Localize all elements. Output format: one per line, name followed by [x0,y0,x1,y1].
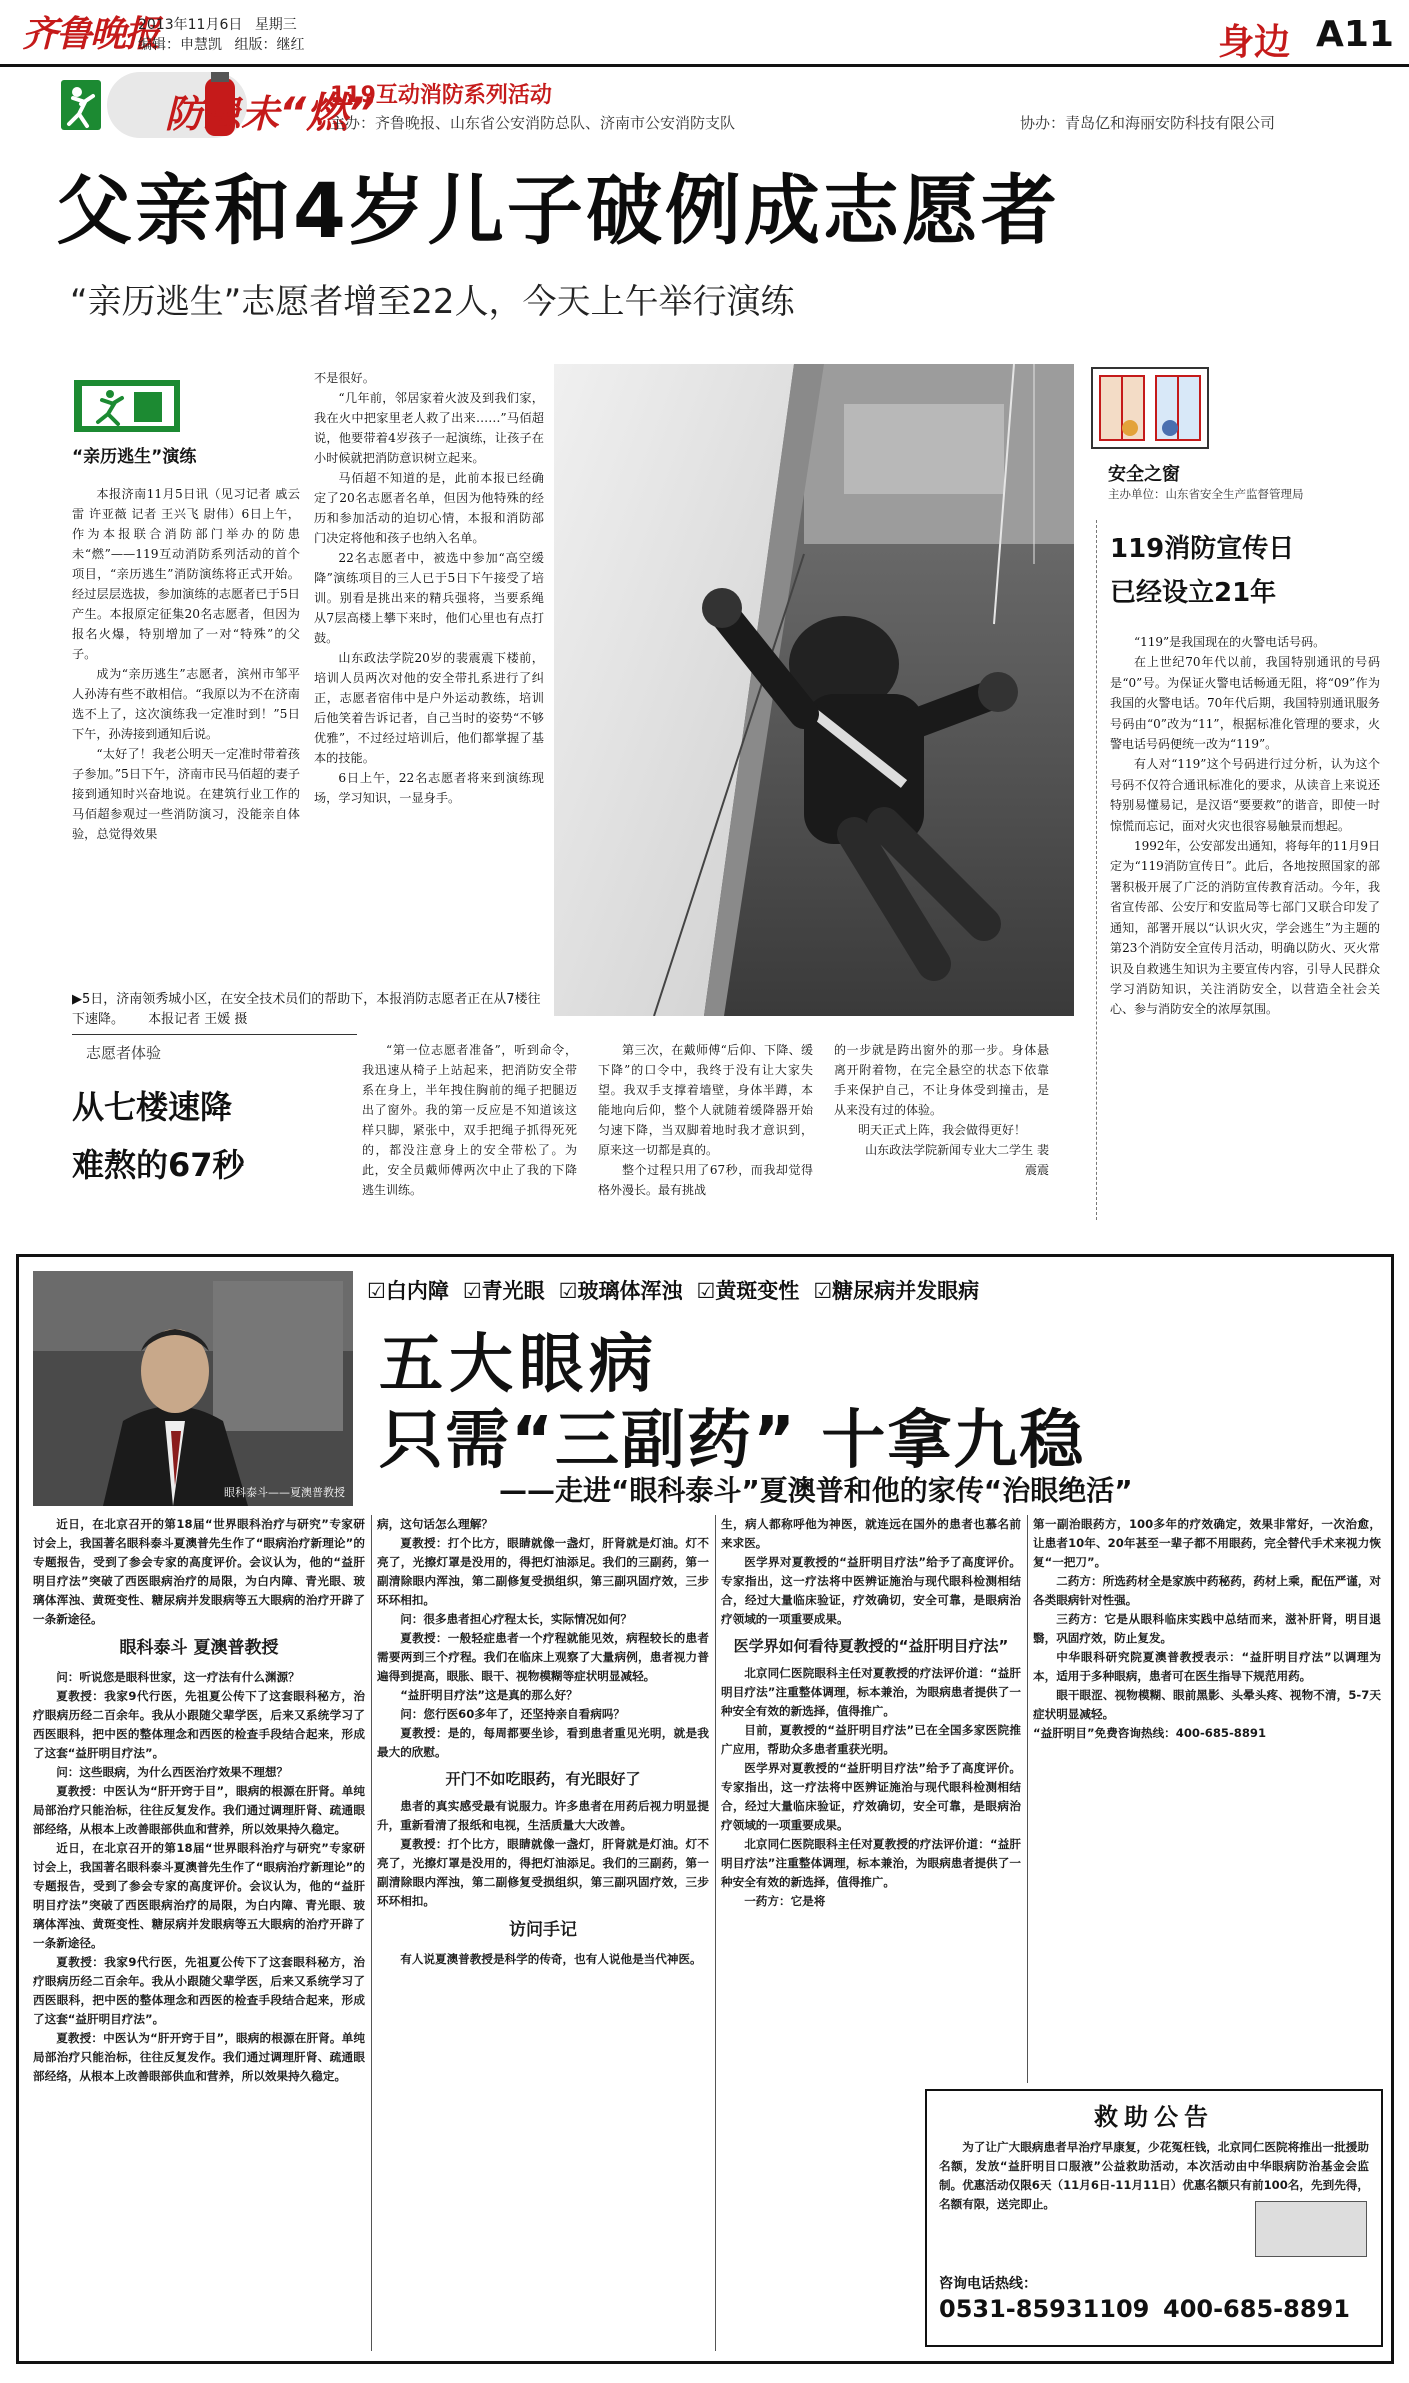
drill-label: “亲历逃生”演练 [72,447,197,467]
experience-label: 志愿者体验 [86,1044,162,1062]
window-title-2: 已经设立21年 [1110,578,1277,608]
drill-paragraph: 马佰超不知道的是，此前本报已经确定了20名志愿者名单，但因为他特殊的经历和参加活动的迫切心情，本报和消防部门决定将他和孩子也纳入名单。 [314,471,544,545]
condition-item: ☑黄斑变性 [696,1279,800,1303]
weekday-text: 星期三 [254,17,297,33]
window-paragraph: 有人对“119”这个号码进行过分析，认为这个号码不仅符合通讯标准化的要求，从读音上来说还特别易懂易记，是汉语“要要救”的谐音，即使一时惊慌而忘记，面对火灾也很容易触景而想起。 [1110,757,1380,833]
section-heading: 开门不如吃眼药，有光眼好了 [445,1770,641,1788]
drill-label-box [72,378,202,467]
banner-co-organizer: 协办：青岛亿和海丽安防科技有限公司 [1020,114,1276,132]
ad-divider-3 [1027,1515,1028,2083]
condition-item: ☑糖尿病并发眼病 [813,1279,980,1303]
condition-item: ☑青光眼 [462,1279,545,1303]
drill-column-1 [72,484,300,982]
banner [55,70,1385,140]
ad-paragraph: 第一副治眼药方，100多年的疗效确定，效果非常好，一次治愈，让患者10年、20年甚至一辈子都不用眼药，完全替代手术来视力恢复“一把刀”。 [1033,1517,1381,1569]
layout-text: 组版：继红 [234,37,305,53]
product-box-icon [1255,2201,1367,2257]
window-sponsor: 主办单位：山东省安全生产监督管理局 [1108,487,1304,501]
banner-title-mark: “燃” [279,88,376,137]
drill-column-2 [314,368,544,982]
ad-paragraph: “益肝明目”免费咨询热线：400-685-8891 [1033,1726,1267,1740]
ad-paragraph: 问：听说您是眼科世家，这一疗法有什么渊源？ [56,1670,300,1684]
newspaper-logo: 齐鲁晚报 [22,13,159,55]
banner-title-pre: 防患未 [165,92,280,136]
safety-window-box [1090,366,1390,506]
condition-item: ☑玻璃体浑浊 [558,1279,683,1303]
drill-caption [72,990,542,1030]
date-text: 2013年11月6日 [138,17,243,33]
window-body [1110,632,1380,1206]
ad-paragraph: 三药方：它是从眼科临床实践中总结而来，滋补肝肾，明目退翳，巩固疗效，防止复发。 [1033,1612,1381,1645]
experience-column-2 [598,1040,813,1226]
ad-column-2 [377,1515,709,2351]
ad-paragraph: 夏教授：我家9代行医，先祖夏公传下了这套眼科秘方，治疗眼病历经二百余年。我从小跟随父辈学医，后来又系统学习了西医眼科，把中医的整体理念和西医的检查手段结合起来，形成了这套“益肝明目疗法”。 [33,1689,365,1760]
editor-text: 编辑：申慧凯 [138,37,222,53]
ad-paragraph: 中华眼科研究院夏澳普教授表示：“益肝明目疗法”以调理为本，适用于多种眼病，患者可在医生指导下规范用药。 [1033,1650,1381,1683]
window-icon [1090,366,1210,450]
phone-number-2: 400-685-8891 [1163,2295,1350,2323]
window-label: 安全之窗 [1108,464,1180,485]
running-exit-icon [72,378,182,434]
experience-rule [72,1034,357,1035]
drill-paragraph: “几年前，邻居家着火波及到我们家，我在火中把家里老人救了出来……”马佰超说，他要带着4岁孩子一起演练，让孩子在小时候就把消防意识树立起来。 [314,391,544,465]
rappelling-photo [554,364,1074,1016]
drill-paragraph: 山东政法学院20岁的裴震震下楼前，培训人员两次对他的安全带扎系进行了纠正，志愿者宿伟中是户外运动教练，培训后他笑着告诉记者，自己当时的姿势“不够优雅”，不过经过培训后，他们都掌握了基本的技能。 [314,651,544,765]
page-number: A11 [1316,14,1394,55]
ad-column-1 [33,1515,365,2351]
ad-paragraph: 夏教授：打个比方，眼睛就像一盏灯，肝肾就是灯油。灯不亮了，光擦灯罩是没用的，得把灯油添足。我们的三副药，第一副清除眼内浑浊，第二副修复受损组织，第三副巩固疗效，三步环环相扣。 [377,1536,709,1607]
experience-column-1 [362,1040,577,1226]
ad-paragraph: 有人说夏澳普教授是科学的传奇，也有人说他是当代神医。 [400,1952,702,1966]
masthead [0,0,1409,62]
notice-body: 为了让广大眼病患者早治疗早康复，少花冤枉钱，北京同仁医院将推出一批援助名额，发放“益肝明目口服液”公益救助活动，本次活动由中华眼病防治基金会监制。优惠活动仅限6天（11月6日-11月11日）优惠名额只有前100名，先到先得，名额有限，送完即止。 [939,2140,1369,2211]
main-headline: 父亲和4岁儿子破例成志愿者 [56,166,1060,255]
experience-paragraph: 整个过程只用了67秒，而我却觉得格外漫长。最有挑战 [598,1163,813,1197]
ad-paragraph: 夏教授：中医认为“肝开窍于目”，眼病的根源在肝肾。单纯局部治疗只能治标，往往反复发作。我们通过调理肝肾、疏通眼部经络，从根本上改善眼部供血和营养，所以效果持久稳定。 [33,1784,365,1836]
window-paragraph: “119”是我国现在的火警电话号码。 [1134,635,1326,649]
ad-paragraph: 夏教授：一般轻症患者一个疗程就能见效，病程较长的患者需要两到三个疗程。我们在临床上观察了大量病例，患者视力普遍得到提高，眼胀、眼干、视物模糊等症状明显减轻。 [377,1631,709,1683]
phone-number-1: 0531-85931109 [939,2295,1150,2323]
ad-paragraph: “益肝明目疗法”这是真的那么好？ [400,1688,578,1702]
experience-paragraph: 第三次，在戴师傅“后仰、下降、缓下降”的口令中，我终于没有让大家失望。我双手支撑着墙壁，身体半蹲，本能地向后仰，整个人就随着缓降器开始匀速下降，当双脚着地时我才意识到，原来这一切都是真的。 [598,1043,813,1157]
section-heading: 眼科泰斗 夏澳普教授 [119,1638,279,1658]
ad-column-4 [1033,1515,1381,2083]
condition-checklist [367,1275,979,1305]
ad-paragraph: 夏教授：我家9代行医，先祖夏公传下了这套眼科秘方，治疗眼病历经二百余年。我从小跟随父辈学医，后来又系统学习了西医眼科，把中医的整体理念和西医的检查手段结合起来，形成了这套“益肝明目疗法”。 [33,1955,365,2026]
photo-caption: 眼科泰斗——夏澳普教授 [224,1486,345,1499]
experience-paragraph: 明天正式上阵，我会做得更好！ [858,1123,1027,1137]
section-name: 身边 [1218,22,1291,63]
masthead-date [138,14,297,34]
ad-paragraph: 问：您行医60多年了，还坚持亲自看病吗？ [400,1707,626,1721]
ad-paragraph: 生，病人都称呼他为神医，就连远在国外的患者也慕名前来求医。 [721,1517,1021,1550]
masthead-rule [0,64,1409,67]
ad-paragraph: 病，这句话怎么理解？ [377,1517,493,1531]
ad-paragraph: 二药方：所选药材全是家族中药秘药，药材上乘，配伍严谨，对各类眼病针对性强。 [1033,1574,1381,1607]
window-divider [1096,520,1097,1220]
drill-paragraph: 不是很好。 [314,371,375,385]
banner-subtitle: 119互动消防系列活动 [330,83,552,108]
drill-paragraph: 6日上午，22名志愿者将来到演练现场，学习知识，一显身手。 [314,771,544,805]
ad-paragraph: 北京同仁医院眼科主任对夏教授的疗法评价道：“益肝明目疗法”注重整体调理，标本兼治，为眼病患者提供了一种安全有效的新选择，值得推广。 [721,1666,1021,1718]
ad-paragraph: 近日，在北京召开的第18届“世界眼科治疗与研究”专家研讨会上，我国著名眼科泰斗夏澳普先生作了“眼病治疗新理论”的专题报告，受到了参会专家的高度评价。会议认为，他的“益肝明目疗法”突破了西医眼病治疗的局限，为白内障、青光眼、玻璃体浑浊、黄斑变性、糖尿病并发眼病等五大眼病的治疗开辟了一条新途径。 [33,1517,365,1626]
experience-title-2: 难熬的67秒 [72,1146,245,1184]
masthead-editors [138,34,304,54]
ad-paragraph: 夏教授：是的，每周都要坐诊，看到患者重见光明，就是我最大的欣慰。 [377,1726,709,1759]
ad-paragraph: 夏教授：打个比方，眼睛就像一盏灯，肝肾就是灯油。灯不亮了，光擦灯罩是没用的，得把灯油添足。我们的三副药，第一副清除眼内浑浊，第二副修复受损组织，第三副巩固疗效，三步环环相扣。 [377,1837,709,1908]
advertorial [16,1254,1394,2364]
section-heading: 医学界如何看待夏教授的“益肝明目疗法” [733,1637,1009,1655]
relief-notice [925,2089,1383,2347]
banner-organizers: 主办：齐鲁晚报、山东省公安消防总队、济南市公安消防支队 [330,114,736,132]
drill-paragraph: 本报济南11月5日讯（见习记者 戚云雷 许亚薇 记者 王兴飞 尉伟）6日上午，作为本报联合消防部门举办的防患未“燃”——119互动消防系列活动的首个项目，“亲历逃生”消防演练将正式开始。经过层层选拔，参加演练的志愿者已于5日产生。本报原定征集20名志愿者，但因为报名火爆，特别增加了一对“特殊”的父子。 [72,487,300,661]
experience-title-1: 从七楼速降 [72,1088,233,1126]
experience-paragraph: 的一步就是跨出窗外的那一步。身体悬离开附着物，在完全悬空的状态下依靠手来保护自己，不让身体受到撞击，是从来没有过的体验。 [834,1043,1049,1117]
section-heading: 访问手记 [509,1920,577,1940]
experience-column-3 [834,1040,1049,1226]
ad-paragraph: 眼干眼涩、视物模糊、眼前黑影、头晕头疼、视物不清，5-7天症状明显减轻。 [1033,1688,1381,1721]
ad-paragraph: 问：这些眼病，为什么西医治疗效果不理想？ [56,1765,289,1779]
ad-title-1: 五大眼病 [379,1328,659,1402]
photo-credit: 本报记者 王媛 摄 [148,1012,248,1027]
notice-title: 救助公告 [1094,2103,1214,2131]
experience-paragraph: “第一位志愿者准备”，听到命令，我迅速从椅子上站起来，把消防安全带系在身上，半年拽住胸前的绳子把腿迈出了窗外。我的第一反应是不知道该这样只脚，紧张中，双手把绳子抓得死死的，都没注意身上的安全带松了。为此，安全员戴师傅两次中止了我的下降逃生训练。 [362,1043,577,1197]
window-paragraph: 在上世纪70年代以前，我国特别通讯的号码是“0”号。为保证火警电话畅通无阻，将“09”作为我国的火警电话。70年代后期，我国特别通讯服务号码由“0”改为“11”，根据标准化管理的要求，火警电话号码便统一改为“119”。 [1110,655,1380,752]
notice-hotline-label: 咨询电话热线： [939,2276,1037,2292]
ad-paragraph: 医学界对夏教授的“益肝明目疗法”给予了高度评价。专家指出，这一疗法将中医辨证施治与现代眼科检测相结合，经过大量临床验证，疗效确切，安全可靠，是眼病治疗领域的一项重要成果。 [721,1555,1021,1626]
ad-paragraph: 近日，在北京召开的第18届“世界眼科治疗与研究”专家研讨会上，我国著名眼科泰斗夏澳普先生作了“眼病治疗新理论”的专题报告，受到了参会专家的高度评价。会议认为，他的“益肝明目疗法”突破了西医眼病治疗的局限，为白内障、青光眼、玻璃体浑浊、黄斑变性、糖尿病并发眼病等五大眼病的治疗开辟了一条新途径。 [33,1841,365,1950]
ad-paragraph: 目前，夏教授的“益肝明目疗法”已在全国多家医院推广应用，帮助众多患者重获光明。 [721,1723,1021,1756]
ad-divider-2 [715,1515,716,2351]
ad-paragraph: 问：很多患者担心疗程太长，实际情况如何？ [400,1612,633,1626]
ad-paragraph: 医学界对夏教授的“益肝明目疗法”给予了高度评价。专家指出，这一疗法将中医辨证施治与现代眼科检测相结合，经过大量临床验证，疗效确切，安全可靠，是眼病治疗领域的一项重要成果。 [721,1761,1021,1832]
drill-paragraph: 22名志愿者中，被选中参加“高空缓降”演练项目的三人已于5日下午接受了培训。别看是挑出来的精兵强将，当要系绳从7层高楼上攀下来时，他们心里也有点打鼓。 [314,551,544,645]
window-title-1: 119消防宣传日 [1110,534,1295,564]
drill-paragraph: 成为“亲历逃生”志愿者，滨州市邹平人孙涛有些不敢相信。“我原以为不在济南选不上了，这次演练我一定准时到！”5日下午，孙涛接到通知后说。 [72,667,300,741]
ad-paragraph: 夏教授：中医认为“肝开窍于目”，眼病的根源在肝肾。单纯局部治疗只能治标，往往反复发作。我们通过调理肝肾、疏通眼部经络，从根本上改善眼部供血和营养，所以效果持久稳定。 [33,2031,365,2083]
window-paragraph: 1992年，公安部发出通知，将每年的11月9日定为“119消防宣传日”。此后，各地按照国家的部署积极开展了广泛的消防宣传教育活动。今年，我省宣传部、公安厅和安监局等七部门又联合印发了通知，部署开展以“认识火灾，学会逃生”为主题的第23个消防安全宣传月活动，明确以防火、灭火常识及自救逃生知识为主要宣传内容，引导人民群众学习消防知识，关注消防安全，以营造全社会关心、参与消防安全的浓厚氛围。 [1110,839,1380,1017]
experience-paragraph: 山东政法学院新闻专业大二学生 裴震震 [865,1143,1049,1177]
sub-headline: “亲历逃生”志愿者增至22人，今天上午举行演练 [70,282,795,322]
ad-paragraph: 北京同仁医院眼科主任对夏教授的疗法评价道：“益肝明目疗法”注重整体调理，标本兼治，为眼病患者提供了一种安全有效的新选择，值得推广。 [721,1837,1021,1889]
caption-text: ▶5日，济南领秀城小区，在安全技术员们的帮助下，本报消防志愿者正在从7楼往下速降。 [72,992,541,1027]
condition-item: ☑白内障 [367,1279,449,1303]
ad-subtitle: ——走进“眼科泰斗”夏澳普和他的家传“治眼绝活” [499,1474,1133,1507]
ad-divider-1 [371,1515,372,2351]
ad-title-2: 只需“三副药” 十拿九稳 [379,1404,1086,1478]
ad-paragraph: 患者的真实感受最有说服力。许多患者在用药后视力明显提升，重新看清了报纸和电视，生活质量大大改善。 [377,1799,709,1832]
drill-paragraph: “太好了！我老公明天一定准时带着孩子参加。”5日下午，济南市民马佰超的妻子接到通知时兴奋地说。在建筑行业工作的马佰超参观过一些消防演习，没能亲自体验，总觉得效果 [72,747,300,841]
professor-photo [33,1271,353,1506]
ad-paragraph: 一药方：它是将 [744,1894,826,1908]
